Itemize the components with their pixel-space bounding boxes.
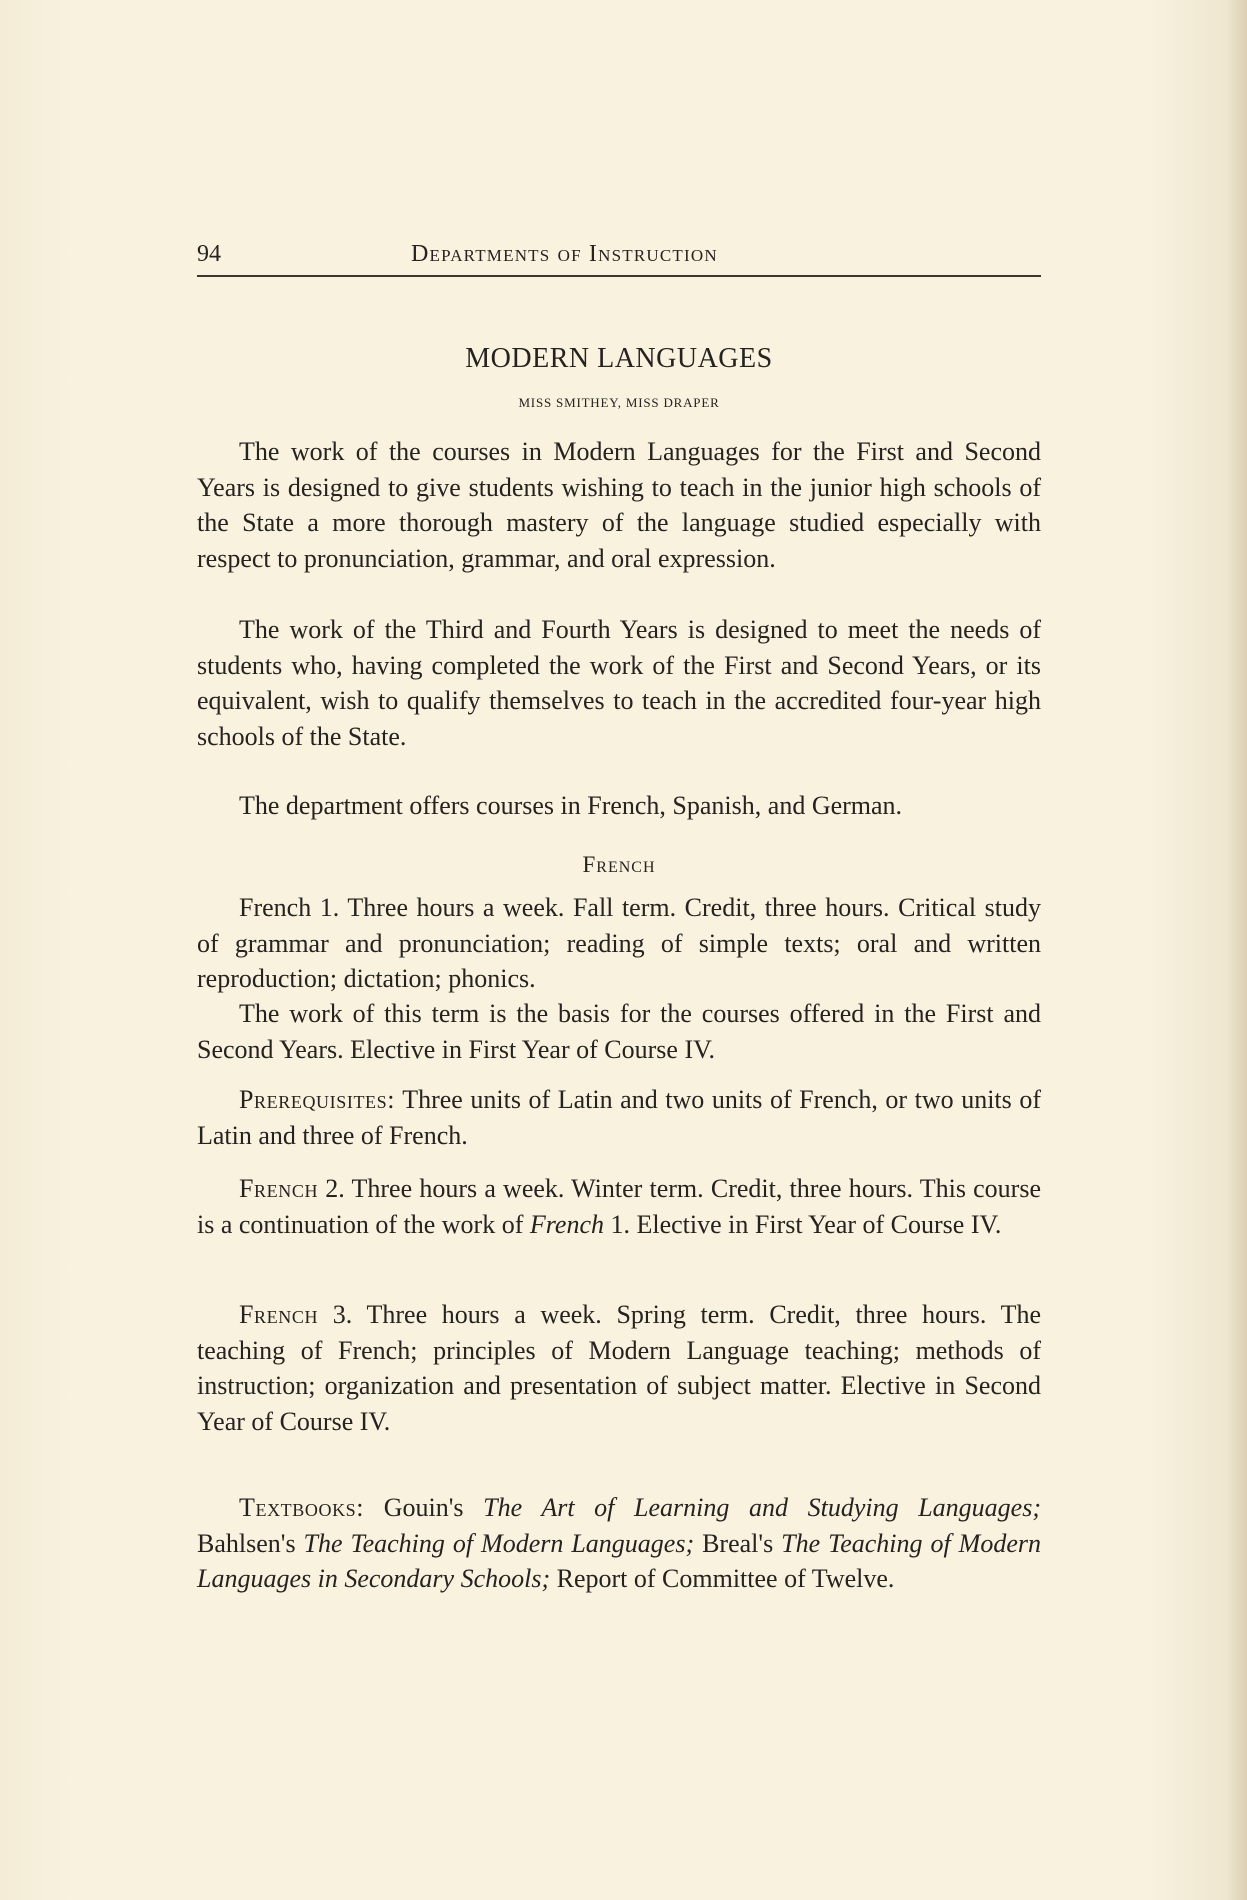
french-1-note: The work of this term is the basis for the courses offered in the First and Second Years. Elective in First Year of Course IV.	[197, 999, 1041, 1064]
textbooks-label: Textbooks:	[239, 1493, 365, 1522]
textbook-title-breal: The Teaching of Modern Languages in Secondary Schools;	[197, 1528, 1041, 1593]
french-3-label: French	[239, 1300, 319, 1329]
running-title: Departments of Instruction	[411, 241, 718, 267]
prerequisites-text: Three units of Latin and two units of French, or two units of Latin and three of French.	[197, 1085, 1041, 1150]
intro-paragraph-1: The work of the courses in Modern Languages for the First and Second Years is designed to give students wishing to teach in the junior high schools of the State a more thorough mastery of the language studied especially with respect to pronunciation, grammar, and oral expression.	[197, 437, 1041, 573]
french-2-number: 2.	[325, 1174, 345, 1203]
french-2-italic-ref: French	[529, 1209, 604, 1239]
french-2-label: French	[239, 1174, 319, 1203]
french-3-paragraph	[197, 1297, 1041, 1439]
french-2-paragraph	[197, 1171, 1041, 1242]
textbook-author-bahlsen: Bahlsen's	[197, 1528, 296, 1558]
faculty-names: MISS SMITHEY, MISS DRAPER	[518, 395, 720, 410]
french-heading: French	[582, 852, 656, 877]
section-title: MODERN LANGUAGES	[465, 343, 773, 374]
french-3-text: Three hours a week. Spring term. Credit, three hours. The teaching of French; principles of Modern Language teaching; methods of instruction; organization and presentation of subject matter. Elective in Second Year of Course IV.	[197, 1300, 1042, 1436]
french-1-description: French 1. Three hours a week. Fall term. Credit, three hours. Critical study of grammar and pronunciation; reading of simple texts; oral and written reproduction; dictation; phonics.	[197, 893, 1041, 993]
intro-paragraph-2: The work of the Third and Fourth Years is designed to meet the needs of students who, having completed the work of the First and Second Years, or its equivalent, wish to qualify themselves to teach in the accredited four-year high schools of the State.	[197, 615, 1041, 751]
textbook-report: Report of Committee of Twelve.	[556, 1564, 895, 1593]
textbook-author-breal: Breal's	[702, 1528, 774, 1558]
textbooks-paragraph	[197, 1490, 1041, 1597]
french-2-text: Three hours a week. Winter term. Credit, three hours. This course is a continuation of the work of	[197, 1174, 1041, 1239]
intro-paragraph-3: The department offers courses in French, Spanish, and German.	[239, 791, 903, 820]
page-edge-shadow	[1227, 0, 1247, 1900]
prerequisites-label: Prerequisites:	[239, 1085, 396, 1114]
textbook-author-gouin: Gouin's	[383, 1493, 464, 1522]
textbook-title-gouin: The Art of Learning and Studying Languages;	[483, 1493, 1041, 1522]
textbook-title-bahlsen: The Teaching of Modern Languages;	[303, 1528, 695, 1558]
prerequisites-paragraph	[197, 1082, 1041, 1153]
running-header	[197, 239, 1041, 277]
page-number: 94	[197, 241, 221, 267]
french-2-text-end: 1. Elective in First Year of Course IV.	[610, 1209, 1002, 1239]
french-3-number: 3.	[332, 1300, 353, 1329]
